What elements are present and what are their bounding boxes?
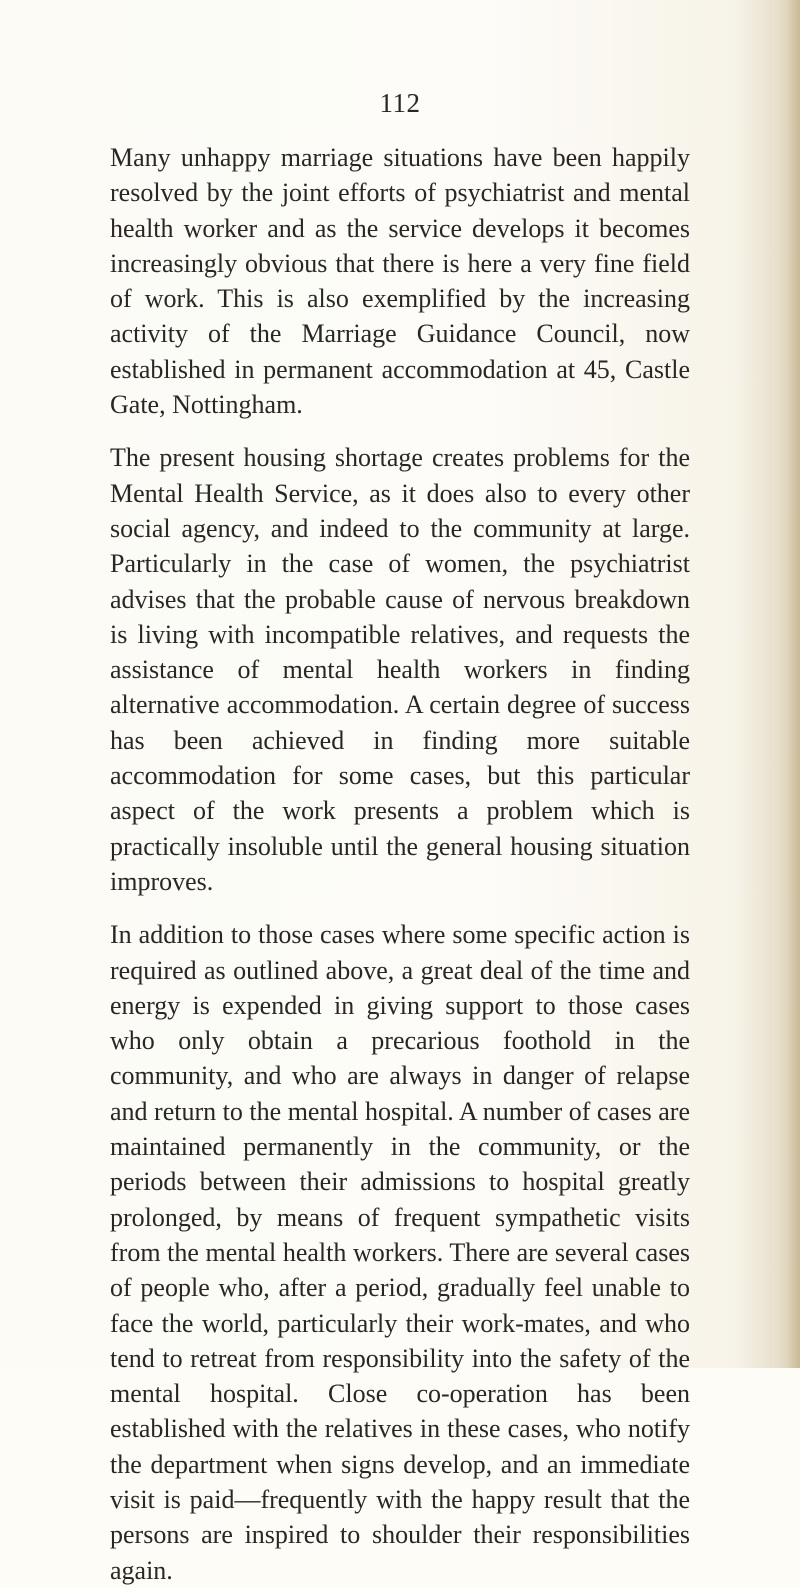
paragraph-marriage-guidance: Many unhappy marriage situations have been happily resolved by the joint efforts of psychiatrist and mental health worker and as the service develops it becomes increasingly obvious that there is here a very fine field of work. This is also exemplified by the increasing activity of the Marriage Guidance Council, now established in permanent accommodation at 45, Castle Gate, Nottingham. [110,143,690,420]
paragraph-community-support: In addition to those cases where some specific action is required as outlined above, a great deal of the time and energy is expended in giving support to those cases who only obtain a precarious foothold in the community, and who are always in danger of relapse and return to the mental hospital. A number of cases are maintained permanently in the community, or the periods between their admissions to hospital greatly prolonged, by means of frequent sympathetic visits from the mental health workers. There are several cases of people who, after a period, gradually feel unable to face the world, particularly their work-mates, and who tend to retreat from responsibility into the safety of the mental hospital. Close co-operation has been established with the relatives in these cases, who notify the department when signs develop, and an immediate visit is paid—frequently with the happy result that the persons are inspired to shoulder their responsibilities again. [110,920,690,1585]
body-text [110,140,690,1588]
page-number: 112 [379,88,421,118]
page-edge-shadow [786,0,800,1368]
paragraph-housing-shortage: The present housing shortage creates problems for the Mental Health Service, as it does also to every other social agency, and indeed to the community at large. Particularly in the case of women, the psychiatrist advises that the probable cause of nervous breakdown is living with incompatible relatives, and requests the assistance of mental health workers in finding alternative accommodation. A certain degree of success has been achieved in finding more suitable accommodation for some cases, but this particular aspect of the work presents a problem which is practically insoluble until the general housing situation improves. [110,443,690,896]
